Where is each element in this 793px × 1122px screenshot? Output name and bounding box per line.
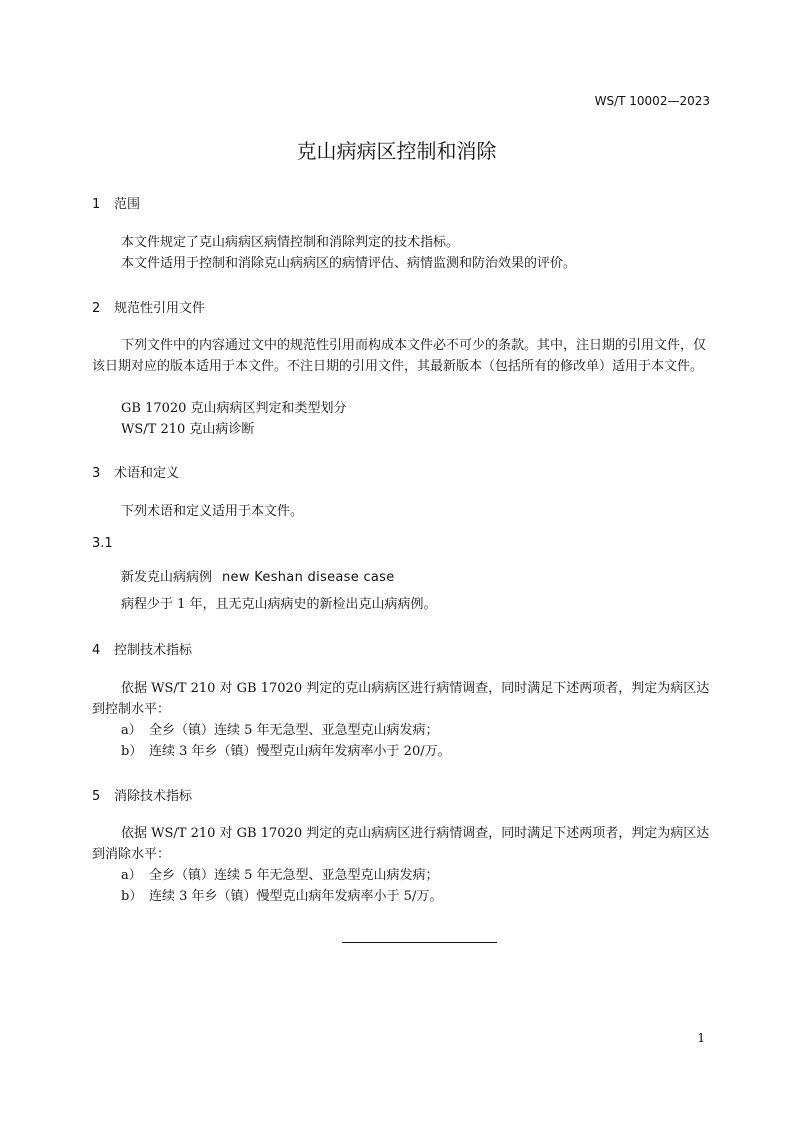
section-2-paragraph: 下列文件中的内容通过文中的规范性引用而构成本文件必不可少的条款。其中，注日期的引用文件，仅该日期对应的版本适用于本文件。不注日期的引用文件，其最新版本（包括所有的修改单）适用于本文件。 xyxy=(92,338,707,374)
section-2-heading xyxy=(92,297,205,316)
section-number: 3 xyxy=(92,466,101,481)
list-item xyxy=(121,720,439,741)
section-title: 控制技术指标 xyxy=(114,643,193,658)
term-definition: 病程少于 1 年，且无克山病病史的新检出克山病病例。 xyxy=(121,597,437,612)
list-text: 连续 3 年乡（镇）慢型克山病年发病率小于 20/万。 xyxy=(149,744,451,759)
list-text: 全乡（镇）连续 5 年无急型、亚急型克山病发病； xyxy=(149,868,439,883)
list-marker: b） xyxy=(121,744,143,759)
section-5-heading xyxy=(92,785,192,804)
list-text: 连续 3 年乡（镇）慢型克山病年发病率小于 5/万。 xyxy=(149,889,443,904)
list-marker: a） xyxy=(121,868,142,883)
section-number: 2 xyxy=(92,301,101,316)
list-text: 全乡（镇）连续 5 年无急型、亚急型克山病发病； xyxy=(149,723,439,738)
page-number: 1 xyxy=(697,1031,705,1045)
section-number: 5 xyxy=(92,789,101,804)
list-marker: b） xyxy=(121,889,143,904)
list-marker: a） xyxy=(121,723,142,738)
reference-gb17020: GB 17020 克山病病区判定和类型划分 xyxy=(121,401,347,416)
reference-wst210: WS/T 210 克山病诊断 xyxy=(121,422,255,437)
section-1-heading xyxy=(92,193,140,212)
list-item xyxy=(121,865,439,886)
section-1-paragraph-1: 本文件规定了克山病病区病情控制和消除判定的技术指标。 xyxy=(121,235,460,250)
section-3-paragraph: 下列术语和定义适用于本文件。 xyxy=(121,504,304,519)
standard-code: WS/T 10002—2023 xyxy=(594,94,710,108)
section-number: 4 xyxy=(92,643,101,658)
term-name-en: new Keshan disease case xyxy=(222,570,395,585)
section-title: 规范性引用文件 xyxy=(114,301,206,316)
section-4-heading xyxy=(92,639,192,658)
section-3-heading xyxy=(92,462,179,481)
term-entry xyxy=(121,566,395,585)
section-title: 消除技术指标 xyxy=(114,789,193,804)
end-rule xyxy=(342,942,497,943)
section-number: 1 xyxy=(92,197,101,212)
section-title: 术语和定义 xyxy=(114,466,180,481)
document-title: 克山病病区控制和消除 xyxy=(296,139,497,163)
term-number: 3.1 xyxy=(92,536,113,551)
section-4-paragraph: 依据 WS/T 210 对 GB 17020 判定的克山病病区进行病情调查，同时满足下述两项者，判定为病区达到控制水平： xyxy=(92,681,710,717)
list-item xyxy=(121,741,451,762)
section-title: 范围 xyxy=(114,197,141,212)
term-name-zh: 新发克山病病例 xyxy=(121,570,213,585)
list-item xyxy=(121,886,442,907)
section-5-paragraph: 依据 WS/T 210 对 GB 17020 判定的克山病病区进行病情调查，同时满足下述两项者，判定为病区达到消除水平： xyxy=(92,826,710,862)
section-1-paragraph-2: 本文件适用于控制和消除克山病病区的病情评估、病情监测和防治效果的评价。 xyxy=(121,256,577,271)
